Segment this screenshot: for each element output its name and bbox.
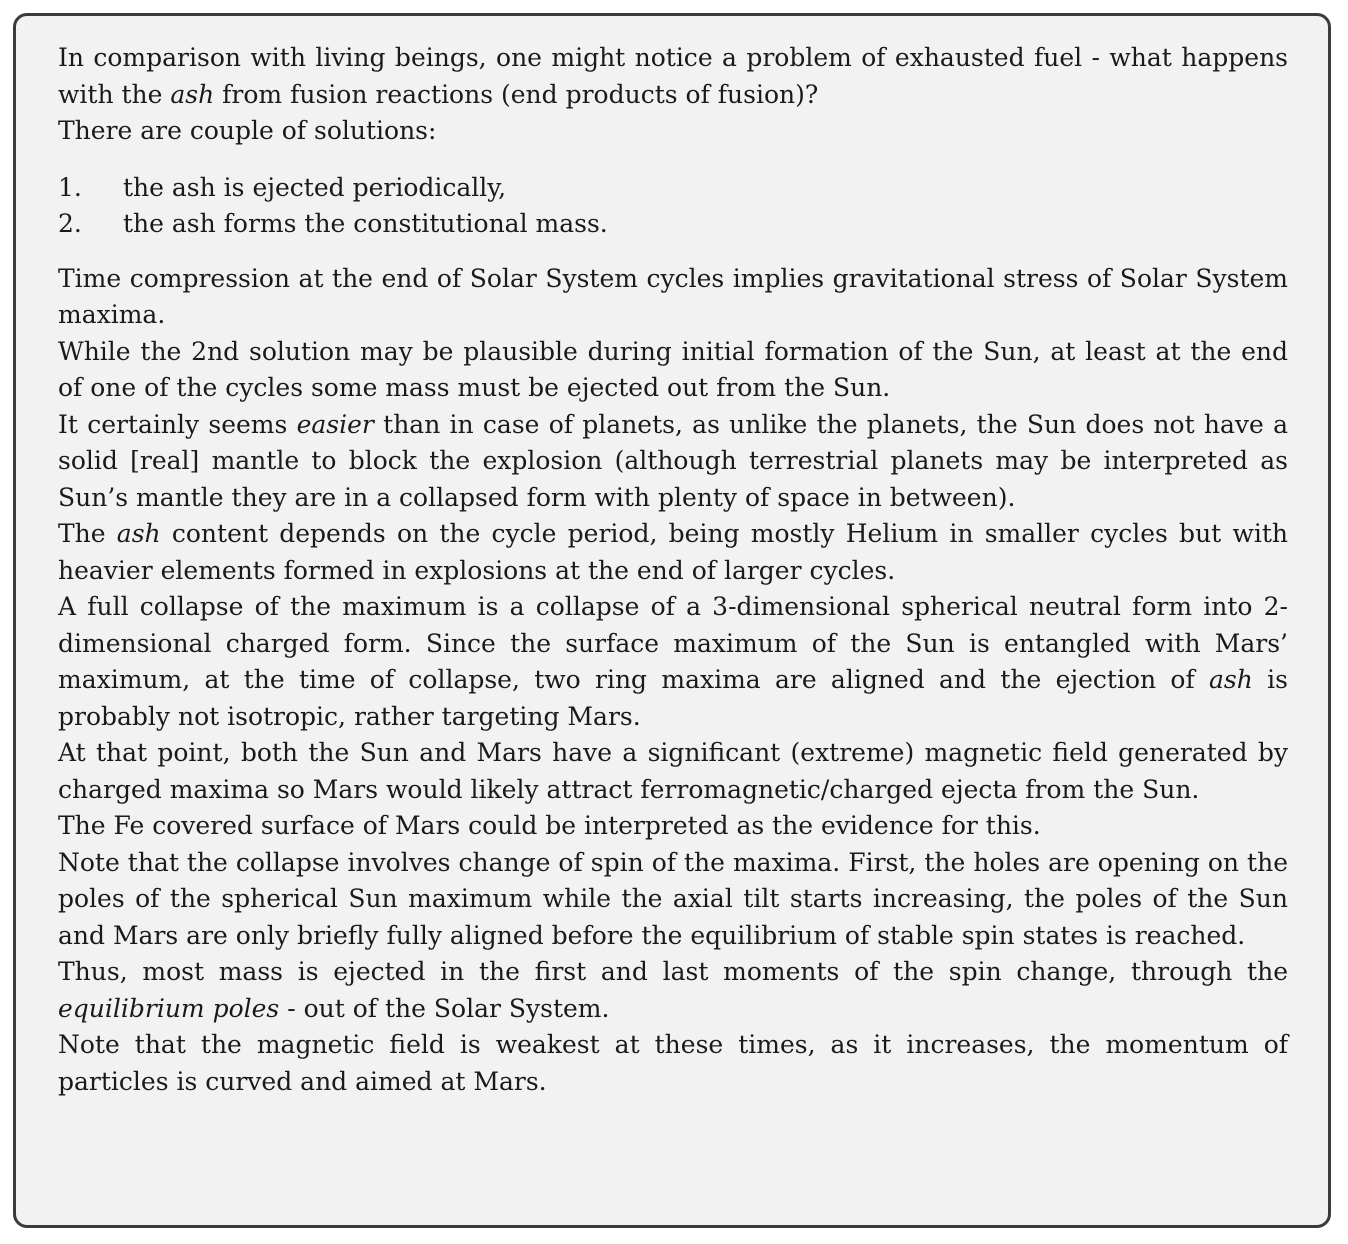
paragraph-weakest-field: Note that the magnetic field is weakest at these times, as it increases, the momentum of particles is curved and aimed at Mars.	[58, 1030, 1288, 1096]
paragraph-fe-surface: The Fe covered surface of Mars could be interpreted as the evidence for this.	[58, 811, 1041, 840]
paragraph-full-collapse: A full collapse of the maximum is a collapse of a 3-dimensional spherical neutral form into 2-dimensional charged form. Since the surface maximum of the Sun is entangled with Mars’ maximum, at the time of collapse, two ring maxima are aligned and the ejection of ash is probably not isotropic, rather targeting Mars.	[58, 592, 1288, 731]
paragraph-second-solution: While the 2nd solution may be plausible during initial formation of the Sun, at least at the end of one of the cycles some mass must be ejected out from the Sun.	[58, 336, 1288, 402]
intro-emphasis: ash	[170, 79, 215, 109]
emphasis: ash	[1209, 665, 1253, 694]
paragraph-spin-change: Note that the collapse involves change of spin of the maxima. First, the holes are opening on the poles of the spherical Sun maximum while the axial tilt starts increasing, the poles of the Sun and Mars are only briefly fully aligned before the equilibrium of stable spin states is reached.	[58, 847, 1288, 950]
paragraph-magnetic-field: At that point, both the Sun and Mars have a significant (extreme) magnetic field generated by charged maxima so Mars would likely attract ferromagnetic/charged ejecta from the Sun.	[58, 738, 1288, 804]
text-box	[13, 13, 1331, 1228]
list-item-number: 1.	[58, 172, 82, 202]
paragraph-ash-content: The ash content depends on the cycle period, being mostly Helium in smaller cycles but with heavier elements formed in explosions at the end of larger cycles.	[58, 519, 1288, 585]
paragraph-ejection: Thus, most mass is ejected in the first and last moments of the spin change, through the equilibrium poles - out of the Solar System.	[58, 957, 1288, 1023]
solutions-list	[58, 170, 1288, 243]
list-item	[58, 170, 1288, 207]
paragraph-easier: It certainly seems easier than in case of planets, as unlike the planets, the Sun does not have a solid [real] mantle to block the explosion (although terrestrial planets may be interpreted as Sun’s mantle they are in a collapsed form with plenty of space in between).	[58, 409, 1288, 512]
paragraph-time-compression: Time compression at the end of Solar System cycles implies gravitational stress of Solar System maxima.	[58, 263, 1288, 329]
list-item-text: the ash forms the constitutional mass.	[123, 209, 608, 238]
intro-text: In comparison with living beings, one might notice a problem of exhausted fuel - what happens with the	[58, 43, 1288, 109]
solutions-intro: There are couple of solutions:	[58, 116, 437, 145]
emphasis: equilibrium poles	[58, 993, 280, 1023]
intro-text-end: from fusion reactions (end products of fusion)?	[214, 79, 819, 109]
intro-paragraph	[58, 40, 1288, 113]
list-item-number: 2.	[58, 209, 82, 238]
list-item	[58, 206, 1288, 243]
emphasis: easier	[296, 409, 374, 439]
list-item-text: the ash is ejected periodically,	[123, 172, 507, 202]
emphasis: ash	[116, 519, 161, 548]
